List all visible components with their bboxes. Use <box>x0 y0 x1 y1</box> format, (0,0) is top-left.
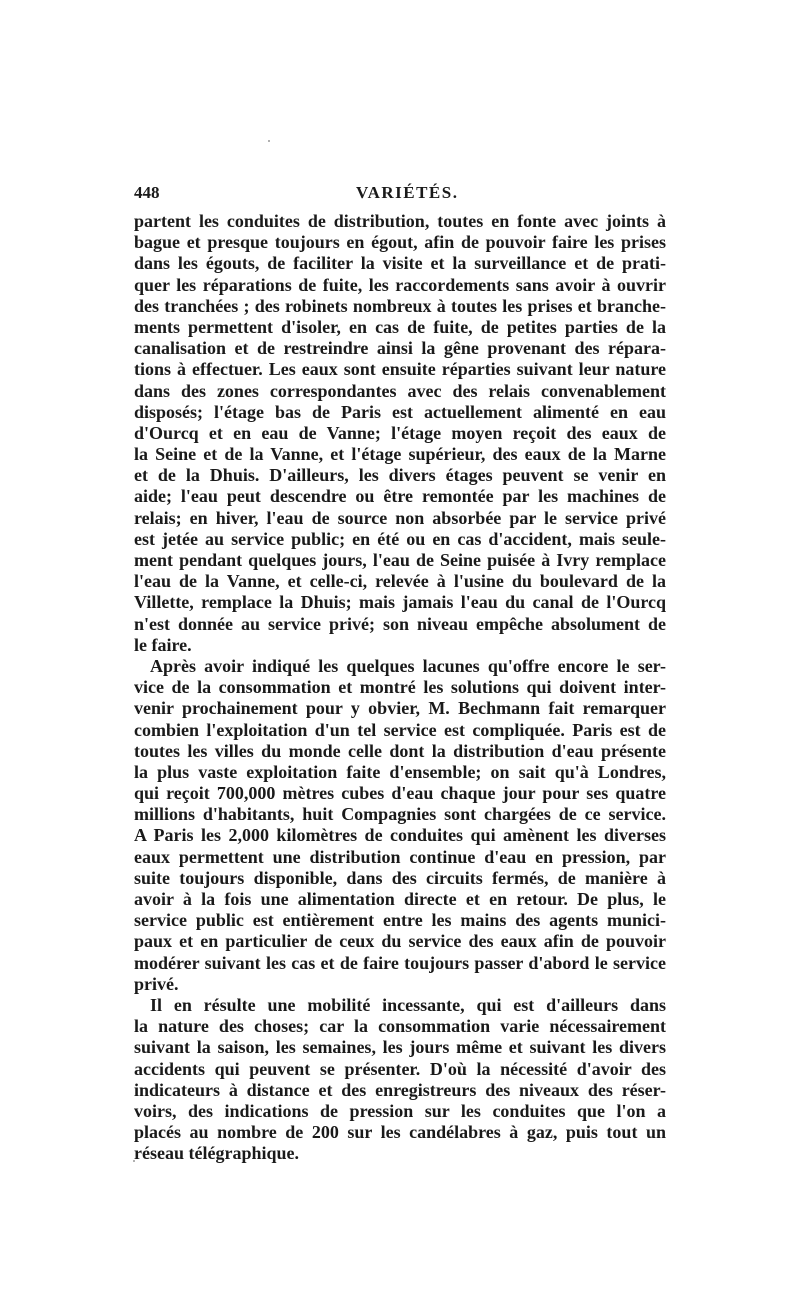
text-line: l'eau de la Vanne, et celle-ci, relevée à l'usine du boulevard de la <box>134 571 666 592</box>
text-line: privé. <box>134 973 179 994</box>
text-line: dans des zones correspondantes avec des relais convenablement <box>134 380 666 401</box>
text-line: indicateurs à distance et des enregistreurs des niveaux des réser- <box>134 1079 666 1100</box>
text-line: et de la Dhuis. D'ailleurs, les divers étages peuvent se venir en <box>134 465 666 486</box>
running-title: VARIÉTÉS. <box>356 183 459 202</box>
text-line: Après avoir indiqué les quelques lacunes qu'offre encore le ser- <box>150 655 666 676</box>
text-line: la plus vaste exploitation faite d'ensemble; on sait qu'à Londres, <box>134 761 666 782</box>
text-line: disposés; l'étage bas de Paris est actuellement alimenté en eau <box>134 401 666 422</box>
paragraph <box>134 995 666 1165</box>
text-line: le faire. <box>134 634 192 655</box>
paragraph <box>134 211 666 656</box>
text-line: vice de la consommation et montré les solutions qui doivent inter- <box>134 677 666 698</box>
text-line: la Seine et de la Vanne, et l'étage supérieur, des eaux de la Marne <box>134 444 666 465</box>
text-line: ment pendant quelques jours, l'eau de Seine puisée à Ivry remplace <box>134 550 666 570</box>
text-line: quer les réparations de fuite, les raccordements sans avoir à ouvrir <box>134 274 666 295</box>
text-line: Il en résulte une mobilité incessante, qui est d'ailleurs dans <box>150 994 666 1015</box>
text-line: est jetée au service public; en été ou en cas d'accident, mais seule- <box>134 528 666 549</box>
text-line: d'Ourcq et en eau de Vanne; l'étage moyen reçoit des eaux de <box>134 422 666 443</box>
text-line: eaux permettent une distribution continue d'eau en pression, par <box>134 846 666 867</box>
text-line: suivant la saison, les semaines, les jours même et suivant les divers <box>134 1037 666 1058</box>
text-line: service public est entièrement entre les mains des agents munici- <box>134 910 666 931</box>
paragraph <box>134 656 666 995</box>
text-line: A Paris les 2,000 kilomètres de conduites qui amènent les diverses <box>134 825 666 846</box>
text-line: des tranchées ; des robinets nombreux à toutes les prises et branche- <box>134 295 666 316</box>
text-line: placés au nombre de 200 sur les candélabres à gaz, puis tout un <box>134 1122 666 1143</box>
page-number: 448 <box>134 183 160 202</box>
text-line: avoir à la fois une alimentation directe et en retour. De plus, le <box>134 889 666 909</box>
text-line: venir prochainement pour y obvier, M. Bechmann fait remarquer <box>134 698 666 719</box>
page-header <box>134 183 664 211</box>
text-line: relais; en hiver, l'eau de source non absorbée par le service privé <box>134 507 666 528</box>
text-line: toutes les villes du monde celle dont la distribution d'eau présente <box>134 740 666 761</box>
text-line: qui reçoit 700,000 mètres cubes d'eau chaque jour pour ses quatre <box>134 783 666 804</box>
body-text <box>134 211 666 1164</box>
text-line: accidents qui peuvent se présenter. D'où la nécessité d'avoir des <box>134 1058 666 1079</box>
text-line: combien l'exploitation d'un tel service est compliquée. Paris est de <box>134 719 666 740</box>
text-line: dans les égouts, de faciliter la visite et la surveillance et de prati- <box>134 253 666 274</box>
text-line: voirs, des indications de pression sur les conduites que l'on a <box>134 1100 666 1121</box>
text-line: modérer suivant les cas et de faire toujours passer d'abord le service <box>134 952 666 973</box>
paper-speck <box>268 140 270 142</box>
text-line: la nature des choses; car la consommation varie nécessairement <box>134 1016 666 1037</box>
text-line: millions d'habitants, huit Compagnies sont chargées de ce service. <box>134 804 666 825</box>
text-line: bague et presque toujours en égout, afin de pouvoir faire les prises <box>134 232 666 253</box>
text-line: réseau télégraphique. <box>134 1143 299 1164</box>
text-line: paux et en particulier de ceux du service des eaux afin de pouvoir <box>134 931 666 952</box>
text-line: tions à effectuer. Les eaux sont ensuite réparties suivant leur nature <box>134 359 666 380</box>
text-line: canalisation et de restreindre ainsi la gêne provenant des répara- <box>134 338 666 359</box>
text-line: aide; l'eau peut descendre ou être remontée par les machines de <box>134 486 666 507</box>
text-line: n'est donnée au service privé; son niveau empêche absolument de <box>134 613 666 634</box>
text-line: partent les conduites de distribution, toutes en fonte avec joints à <box>134 211 666 231</box>
text-line: ments permettent d'isoler, en cas de fuite, de petites parties de la <box>134 316 666 337</box>
text-line: Villette, remplace la Dhuis; mais jamais l'eau du canal de l'Ourcq <box>134 592 666 613</box>
text-line: suite toujours disponible, dans des circuits fermés, de manière à <box>134 867 666 888</box>
